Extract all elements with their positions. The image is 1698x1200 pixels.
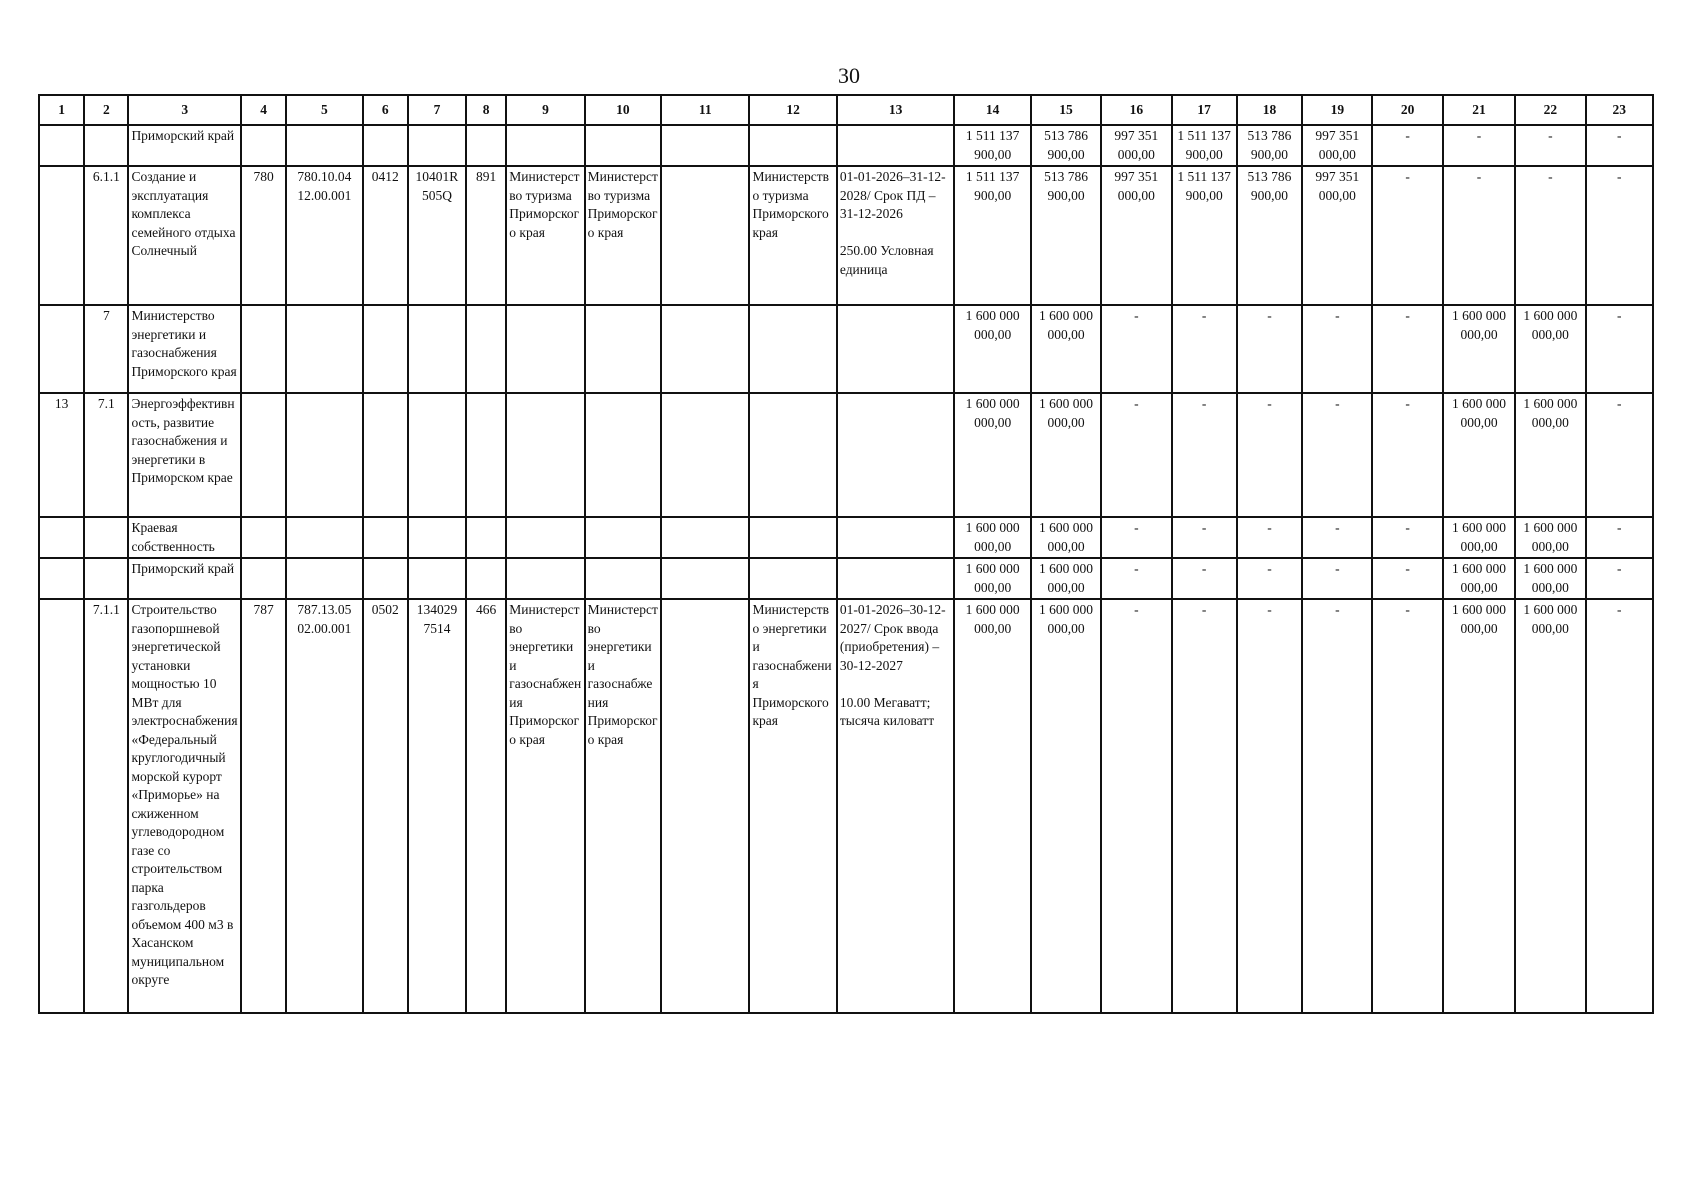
table-cell-col-6: [363, 305, 408, 393]
table-cell-col-12: [749, 517, 836, 558]
table-cell-col-4: [241, 517, 286, 558]
table-cell-col-8: [466, 517, 506, 558]
table-cell-col-10: [585, 558, 661, 599]
table-cell-col-20: -: [1372, 558, 1442, 599]
table-cell-col-16: 997 351 000,00: [1101, 166, 1171, 305]
table-cell-col-4: [241, 305, 286, 393]
table-cell-col-9: [506, 305, 584, 393]
table-row: [39, 166, 1653, 305]
table-cell-col-11: [661, 517, 749, 558]
table-cell-col-19: -: [1302, 305, 1372, 393]
header-cell-14: 14: [954, 95, 1030, 125]
table-row: [39, 517, 1653, 558]
table-cell-col-12: [749, 305, 836, 393]
header-cell-19: 19: [1302, 95, 1372, 125]
table-cell-col-17: -: [1172, 517, 1237, 558]
table-cell-col-6: [363, 558, 408, 599]
table-cell-col-4: 780: [241, 166, 286, 305]
table-row: [39, 599, 1653, 1013]
table-cell-col-10: Министерство энергетики и газоснабжения Приморского края: [585, 599, 661, 1013]
table-cell-col-17: -: [1172, 558, 1237, 599]
table-cell-col-21: 1 600 000 000,00: [1443, 517, 1515, 558]
table-cell-col-8: [466, 393, 506, 517]
table-cell-col-18: -: [1237, 305, 1302, 393]
header-cell-8: 8: [466, 95, 506, 125]
table-cell-col-9: [506, 558, 584, 599]
table-cell-col-20: -: [1372, 305, 1442, 393]
table-cell-col-3: Приморский край: [128, 125, 241, 166]
table-cell-col-15: 513 786 900,00: [1031, 166, 1101, 305]
table-cell-col-14: 1 600 000 000,00: [954, 558, 1030, 599]
table-cell-col-7: [408, 517, 466, 558]
page-number: 30: [838, 63, 860, 88]
table-cell-col-10: Министерство туризма Приморского края: [585, 166, 661, 305]
table-cell-col-2: [84, 125, 128, 166]
table-cell-col-17: -: [1172, 305, 1237, 393]
header-cell-5: 5: [286, 95, 362, 125]
table-cell-col-9: [506, 125, 584, 166]
table-cell-col-22: 1 600 000 000,00: [1515, 517, 1585, 558]
table-cell-col-18: -: [1237, 517, 1302, 558]
table-cell-col-10: [585, 125, 661, 166]
table-cell-col-5: [286, 305, 362, 393]
header-cell-23: 23: [1586, 95, 1653, 125]
table-cell-col-7: [408, 558, 466, 599]
table-cell-col-5: [286, 558, 362, 599]
table-cell-col-3: Краевая собственность: [128, 517, 241, 558]
table-cell-col-22: -: [1515, 166, 1585, 305]
table-cell-col-1: [39, 125, 84, 166]
header-cell-12: 12: [749, 95, 836, 125]
table-cell-col-13: 01-01-2026–30-12-2027/ Срок ввода (приобретения) – 30-12-2027 10.00 Мегаватт; тысяча киловатт: [837, 599, 955, 1013]
table-cell-col-11: [661, 599, 749, 1013]
table-cell-col-18: -: [1237, 393, 1302, 517]
table-cell-col-12: [749, 558, 836, 599]
table-cell-col-10: [585, 305, 661, 393]
table-cell-col-17: 1 511 137 900,00: [1172, 166, 1237, 305]
table-cell-col-6: 0502: [363, 599, 408, 1013]
table-cell-col-14: 1 600 000 000,00: [954, 517, 1030, 558]
table-cell-col-7: 134029 7514: [408, 599, 466, 1013]
table-cell-col-9: [506, 517, 584, 558]
table-cell-col-17: -: [1172, 393, 1237, 517]
table-cell-col-20: -: [1372, 517, 1442, 558]
table-cell-col-20: -: [1372, 599, 1442, 1013]
table-cell-col-13: [837, 558, 955, 599]
table-cell-col-18: -: [1237, 558, 1302, 599]
table-cell-col-22: -: [1515, 125, 1585, 166]
table-cell-col-7: [408, 393, 466, 517]
table-cell-col-16: -: [1101, 393, 1171, 517]
table-cell-col-6: [363, 517, 408, 558]
table-cell-col-12: Министерство энергетики и газоснабжения Приморского края: [749, 599, 836, 1013]
table-cell-col-19: -: [1302, 558, 1372, 599]
header-cell-11: 11: [661, 95, 749, 125]
table-cell-col-5: [286, 125, 362, 166]
table-cell-col-19: -: [1302, 599, 1372, 1013]
table-cell-col-13: [837, 517, 955, 558]
table-cell-col-14: 1 600 000 000,00: [954, 393, 1030, 517]
table-cell-col-6: [363, 125, 408, 166]
header-cell-22: 22: [1515, 95, 1585, 125]
table-cell-col-2: 7: [84, 305, 128, 393]
table-row: [39, 305, 1653, 393]
header-cell-7: 7: [408, 95, 466, 125]
table-cell-col-16: -: [1101, 599, 1171, 1013]
table-cell-col-16: 997 351 000,00: [1101, 125, 1171, 166]
table-cell-col-8: 466: [466, 599, 506, 1013]
table-cell-col-18: -: [1237, 599, 1302, 1013]
table-cell-col-5: [286, 517, 362, 558]
table-cell-col-3: Строительство газопоршневой энергетической установки мощностью 10 МВт для электроснабжения «Федеральный круглогодичный морской курорт «Приморье» на сжиженном углеводородном газе со строительством парка газгольдеров объемом 400 м3 в Хасанском муниципальном округе: [128, 599, 241, 1013]
table-cell-col-11: [661, 125, 749, 166]
table-cell-col-21: -: [1443, 166, 1515, 305]
table-cell-col-19: -: [1302, 517, 1372, 558]
table-cell-col-1: [39, 599, 84, 1013]
table-cell-col-14: 1 600 000 000,00: [954, 599, 1030, 1013]
table-cell-col-1: [39, 305, 84, 393]
table-row: [39, 558, 1653, 599]
table-cell-col-6: 0412: [363, 166, 408, 305]
table-cell-col-15: 1 600 000 000,00: [1031, 599, 1101, 1013]
table-cell-col-4: [241, 393, 286, 517]
table-cell-col-3: Министерство энергетики и газоснабжения Приморского края: [128, 305, 241, 393]
table-cell-col-15: 1 600 000 000,00: [1031, 393, 1101, 517]
budget-table: [38, 94, 1654, 1014]
table-cell-col-9: Министерство энергетики и газоснабжения Приморского края: [506, 599, 584, 1013]
table-cell-col-13: [837, 305, 955, 393]
table-cell-col-16: -: [1101, 305, 1171, 393]
table-cell-col-9: [506, 393, 584, 517]
table-cell-col-5: 780.10.04 12.00.001: [286, 166, 362, 305]
table-cell-col-11: [661, 558, 749, 599]
header-cell-9: 9: [506, 95, 584, 125]
header-cell-13: 13: [837, 95, 955, 125]
table-cell-col-4: [241, 558, 286, 599]
table-cell-col-4: [241, 125, 286, 166]
table-cell-col-2: [84, 517, 128, 558]
table-cell-col-8: [466, 305, 506, 393]
table-cell-col-16: -: [1101, 558, 1171, 599]
table-cell-col-13: [837, 393, 955, 517]
header-cell-2: 2: [84, 95, 128, 125]
table-cell-col-10: [585, 517, 661, 558]
table-cell-col-22: 1 600 000 000,00: [1515, 305, 1585, 393]
table-cell-col-20: -: [1372, 393, 1442, 517]
table-cell-col-21: 1 600 000 000,00: [1443, 393, 1515, 517]
table-cell-col-8: [466, 125, 506, 166]
table-cell-col-2: 6.1.1: [84, 166, 128, 305]
table-cell-col-18: 513 786 900,00: [1237, 125, 1302, 166]
table-row: [39, 125, 1653, 166]
table-row: [39, 393, 1653, 517]
table-cell-col-11: [661, 166, 749, 305]
table-cell-col-7: [408, 125, 466, 166]
table-cell-col-4: 787: [241, 599, 286, 1013]
header-cell-21: 21: [1443, 95, 1515, 125]
table-cell-col-23: -: [1586, 517, 1653, 558]
table-cell-col-15: 513 786 900,00: [1031, 125, 1101, 166]
table-cell-col-20: -: [1372, 166, 1442, 305]
table-cell-col-13: [837, 125, 955, 166]
table-cell-col-1: [39, 166, 84, 305]
table-cell-col-19: -: [1302, 393, 1372, 517]
header-cell-6: 6: [363, 95, 408, 125]
table-cell-col-23: -: [1586, 558, 1653, 599]
table-cell-col-15: 1 600 000 000,00: [1031, 558, 1101, 599]
table-cell-col-12: [749, 125, 836, 166]
table-cell-col-1: [39, 517, 84, 558]
table-cell-col-19: 997 351 000,00: [1302, 166, 1372, 305]
table-cell-col-1: [39, 558, 84, 599]
table-cell-col-12: [749, 393, 836, 517]
header-cell-1: 1: [39, 95, 84, 125]
table-cell-col-14: 1 511 137 900,00: [954, 125, 1030, 166]
table-cell-col-14: 1 600 000 000,00: [954, 305, 1030, 393]
table-cell-col-13: 01-01-2026–31-12-2028/ Срок ПД – 31-12-2026 250.00 Условная единица: [837, 166, 955, 305]
table-header-row: [39, 95, 1653, 125]
header-cell-15: 15: [1031, 95, 1101, 125]
table-cell-col-6: [363, 393, 408, 517]
table-cell-col-21: 1 600 000 000,00: [1443, 558, 1515, 599]
header-cell-16: 16: [1101, 95, 1171, 125]
table-cell-col-8: 891: [466, 166, 506, 305]
header-cell-17: 17: [1172, 95, 1237, 125]
table-cell-col-3: Приморский край: [128, 558, 241, 599]
table-cell-col-21: 1 600 000 000,00: [1443, 305, 1515, 393]
table-cell-col-2: [84, 558, 128, 599]
header-cell-18: 18: [1237, 95, 1302, 125]
table-cell-col-21: 1 600 000 000,00: [1443, 599, 1515, 1013]
table-cell-col-23: -: [1586, 166, 1653, 305]
table-cell-col-10: [585, 393, 661, 517]
table-cell-col-21: -: [1443, 125, 1515, 166]
table-cell-col-22: 1 600 000 000,00: [1515, 558, 1585, 599]
table-cell-col-8: [466, 558, 506, 599]
table-cell-col-22: 1 600 000 000,00: [1515, 393, 1585, 517]
table-cell-col-7: 10401R 505Q: [408, 166, 466, 305]
table-cell-col-3: Создание и эксплуатация комплекса семейного отдыха Солнечный: [128, 166, 241, 305]
header-cell-3: 3: [128, 95, 241, 125]
table-cell-col-5: 787.13.05 02.00.001: [286, 599, 362, 1013]
table-cell-col-5: [286, 393, 362, 517]
table-cell-col-11: [661, 393, 749, 517]
table-body: [39, 95, 1653, 1013]
table-cell-col-18: 513 786 900,00: [1237, 166, 1302, 305]
table-cell-col-15: 1 600 000 000,00: [1031, 305, 1101, 393]
table-cell-col-22: 1 600 000 000,00: [1515, 599, 1585, 1013]
table-cell-col-2: 7.1: [84, 393, 128, 517]
header-cell-4: 4: [241, 95, 286, 125]
table-cell-col-17: 1 511 137 900,00: [1172, 125, 1237, 166]
table-cell-col-17: -: [1172, 599, 1237, 1013]
table-cell-col-7: [408, 305, 466, 393]
table-cell-col-12: Министерство туризма Приморского края: [749, 166, 836, 305]
table-cell-col-23: -: [1586, 305, 1653, 393]
table-cell-col-19: 997 351 000,00: [1302, 125, 1372, 166]
table-cell-col-23: -: [1586, 393, 1653, 517]
table-cell-col-16: -: [1101, 517, 1171, 558]
header-cell-20: 20: [1372, 95, 1442, 125]
table-cell-col-23: -: [1586, 599, 1653, 1013]
table-cell-col-14: 1 511 137 900,00: [954, 166, 1030, 305]
table-cell-col-11: [661, 305, 749, 393]
header-cell-10: 10: [585, 95, 661, 125]
table-cell-col-15: 1 600 000 000,00: [1031, 517, 1101, 558]
table-cell-col-3: Энергоэффективность, развитие газоснабжения и энергетики в Приморском крае: [128, 393, 241, 517]
table-cell-col-2: 7.1.1: [84, 599, 128, 1013]
table-cell-col-20: -: [1372, 125, 1442, 166]
table-cell-col-1: 13: [39, 393, 84, 517]
table-cell-col-9: Министерство туризма Приморского края: [506, 166, 584, 305]
table-cell-col-23: -: [1586, 125, 1653, 166]
